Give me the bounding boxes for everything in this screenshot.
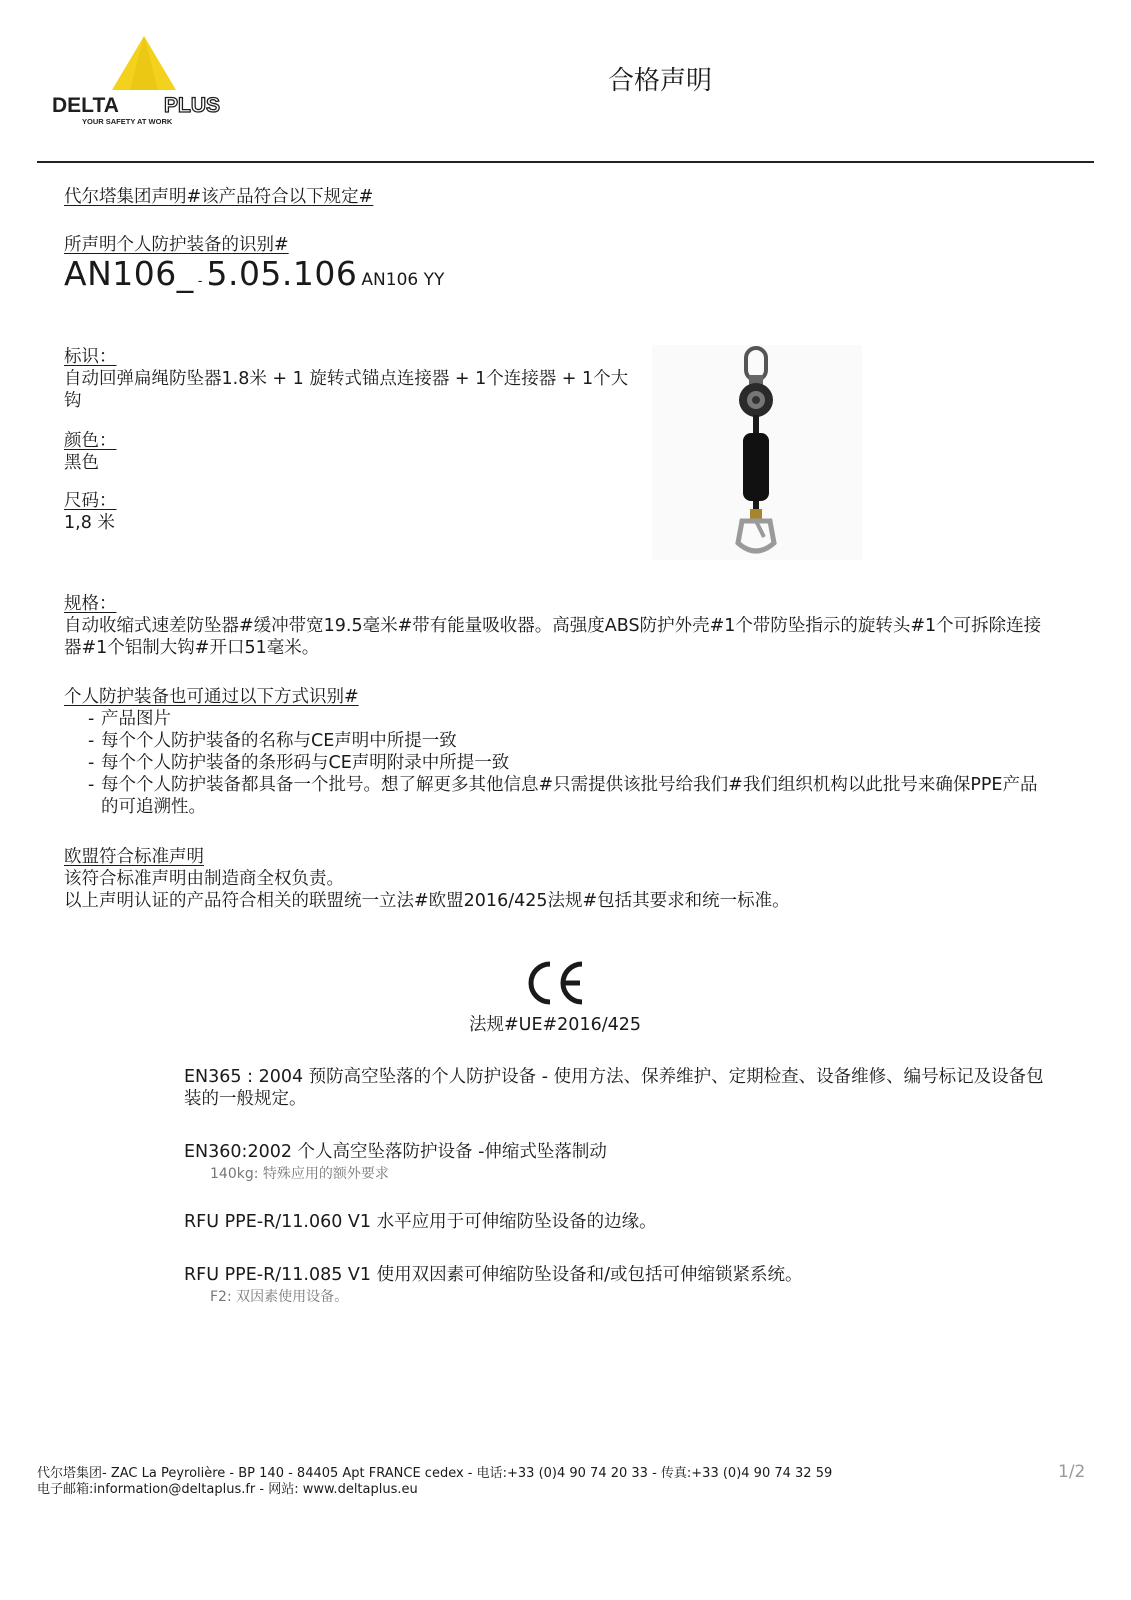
- list-item: - 产品图片: [88, 708, 1038, 730]
- eu-declaration-line: 以上声明认证的产品符合相关的联盟统一立法#欧盟2016/425法规#包括其要求和统一标准。: [64, 891, 790, 911]
- product-code-separator: -: [197, 274, 203, 289]
- logo-tagline: YOUR SAFETY AT WORK: [82, 117, 173, 126]
- standard-en360-note: 140kg: 特殊应用的额外要求: [210, 1166, 389, 1182]
- header-divider: [37, 161, 1094, 163]
- standard-rfu-11085-note: F2: 双因素使用设备。: [210, 1289, 349, 1305]
- product-code-reference: AN106 YY: [361, 270, 445, 290]
- standard-rfu-11060: RFU PPE-R/11.060 V1 水平应用于可伸缩防坠设备的边缘。: [184, 1212, 657, 1232]
- list-item: - 每个个人防护装备的名称与CE声明中所提一致: [88, 730, 1038, 752]
- eu-declaration-line: 该符合标准声明由制造商全权负责。: [64, 869, 344, 889]
- list-item: - 每个个人防护装备的条形码与CE声明附录中所提一致: [88, 752, 1038, 774]
- size-value: 1,8 米: [64, 513, 115, 533]
- logo-text-delta: DELTA: [52, 94, 119, 117]
- deltaplus-logo: [52, 34, 237, 129]
- footer-address: 代尔塔集团- ZAC La Peyrolière - BP 140 - 84405 Apt FRANCE cedex - 电话:+33 (0)4 90 74 20 33 - 传真:+33 (0)4 90 74 32 59: [37, 1466, 833, 1481]
- specifications-label: 规格：: [64, 594, 117, 614]
- regulation-reference: 法规#UE#2016/425: [468, 1015, 642, 1035]
- retractable-lifeline-icon: [652, 345, 862, 560]
- standard-rfu-11085: RFU PPE-R/11.085 V1 使用双因素可伸缩防坠设备和/或包括可伸缩锁紧系统。: [184, 1265, 803, 1285]
- ident-label: 标识：: [64, 347, 117, 367]
- page-number: 1/2: [1058, 1462, 1086, 1482]
- standard-en360: EN360:2002 个人高空坠落防护设备 -伸缩式坠落制动: [184, 1142, 607, 1162]
- eu-declaration-heading: 欧盟符合标准声明: [64, 847, 204, 867]
- product-code: [64, 254, 444, 293]
- standard-en365: EN365 : 2004 预防高空坠落的个人防护设备 - 使用方法、保养维护、定期检查、设备维修、编号标记及设备包装的一般规定。: [184, 1067, 1044, 1109]
- list-item: - 每个个人防护装备都具备一个批号。想了解更多其他信息#只需提供该批号给我们#我们组织机构以此批号来确保PPE产品的可追溯性。: [88, 774, 1038, 818]
- identification-label: 所声明个人防护装备的识别#: [64, 235, 289, 255]
- color-label: 颜色：: [64, 431, 117, 451]
- product-code-main: AN106_: [64, 254, 194, 293]
- ce-mark-icon: [520, 958, 590, 1008]
- product-image: [652, 345, 862, 560]
- ppe-identification-list: [88, 708, 1038, 818]
- color-value: 黑色: [64, 453, 99, 473]
- ppe-identification-heading: 个人防护装备也可通过以下方式识别#: [64, 687, 359, 707]
- specifications-value: 自动收缩式速差防坠器#缓冲带宽19.5毫米#带有能量吸收器。高强度ABS防护外壳#1个带防坠指示的旋转头#1个可拆除连接器#1个铝制大钩#开口51毫米。: [64, 616, 1042, 658]
- deltaplus-logo-graphic: [52, 34, 237, 129]
- footer-contact: 电子邮箱:information@deltaplus.fr - 网站: www.deltaplus.eu: [37, 1482, 418, 1497]
- size-label: 尺码：: [64, 491, 117, 511]
- document-title: 合格声明: [607, 66, 712, 96]
- intro-statement: 代尔塔集团声明#该产品符合以下规定#: [64, 187, 374, 207]
- logo-text-plus: PLUS: [164, 94, 221, 117]
- product-code-number: 5.05.106: [206, 254, 358, 293]
- ident-value: 自动回弹扁绳防坠器1.8米 + 1 旋转式锚点连接器 + 1个连接器 + 1个大钩: [64, 369, 629, 411]
